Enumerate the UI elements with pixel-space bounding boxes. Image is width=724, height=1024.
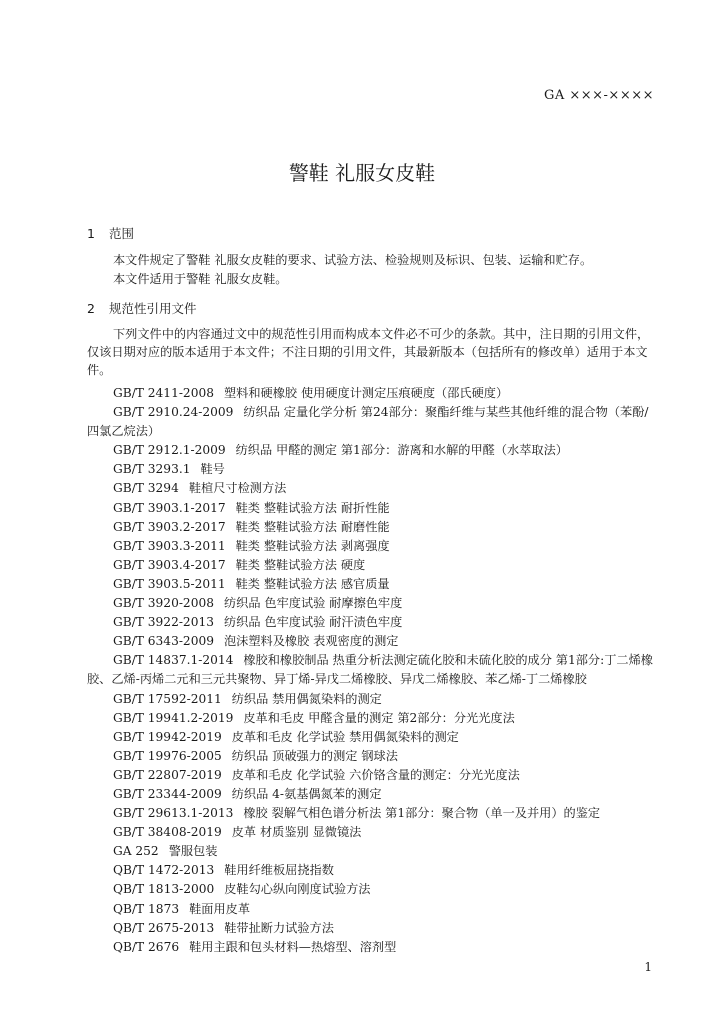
reference-title: 鞋类 整鞋试验方法 剥离强度	[235, 538, 390, 553]
reference-code: QB/T 1472-2013	[113, 863, 215, 878]
reference-item	[87, 900, 657, 919]
reference-title: 纺织品 顶破强力的测定 钢球法	[231, 748, 398, 763]
reference-title: 塑料和硬橡胶 使用硬度计测定压痕硬度（邵氏硬度）	[223, 386, 509, 400]
reference-title: 纺织品 色牢度试验 耐汗渍色牢度	[223, 615, 403, 630]
reference-code: GB/T 3922-2013	[113, 615, 214, 630]
reference-item	[87, 747, 657, 766]
reference-item	[87, 766, 657, 785]
reference-title: 鞋用主跟和包头材料—热熔型、溶剂型	[189, 939, 397, 954]
section-heading-scope	[87, 224, 134, 242]
reference-title: 鞋带扯断力试验方法	[224, 920, 334, 935]
reference-code: GB/T 19941.2-2019	[113, 710, 234, 725]
reference-item	[87, 479, 657, 498]
reference-title: 纺织品 定量化学分析 第24部分：聚酯纤维与某些其他纤维的混合物（苯酚/四氯乙烷法）	[87, 405, 649, 439]
reference-item	[87, 575, 657, 594]
reference-item	[87, 460, 657, 479]
reference-item	[87, 499, 657, 518]
reference-item	[87, 594, 657, 613]
reference-title: 鞋类 整鞋试验方法 耐磨性能	[235, 519, 390, 534]
reference-code: QB/T 2676	[113, 939, 180, 954]
scope-paragraph: 本文件规定了警鞋 礼服女皮鞋的要求、试验方法、检验规则及标识、包装、运输和贮存。	[113, 253, 593, 267]
reference-title: 皮革和毛皮 甲醛含量的测定 第2部分：分光光度法	[243, 710, 515, 725]
reference-code: GB/T 3903.3-2011	[113, 538, 226, 553]
reference-title: 鞋类 整鞋试验方法 感官质量	[235, 576, 390, 591]
reference-item	[87, 919, 657, 938]
reference-item	[87, 823, 657, 842]
reference-title: 纺织品 色牢度试验 耐摩擦色牢度	[223, 596, 403, 611]
reference-code: GB/T 17592-2011	[113, 691, 222, 706]
reference-item	[87, 709, 657, 728]
reference-code: GB/T 6343-2009	[113, 634, 214, 649]
reference-code: GB/T 3903.5-2011	[113, 576, 226, 591]
reference-item	[87, 537, 657, 556]
reference-list	[87, 384, 657, 957]
reference-title: 纺织品 4-氨基偶氮苯的测定	[231, 786, 382, 801]
reference-item	[87, 842, 657, 861]
reference-item	[87, 651, 657, 689]
reference-item	[87, 938, 657, 957]
reference-title: 皮革和毛皮 化学试验 禁用偶氮染料的测定	[231, 729, 459, 744]
reference-title: 皮革 材质鉴别 显微镜法	[231, 825, 362, 840]
reference-item	[87, 518, 657, 537]
reference-code: GB/T 29613.1-2013	[113, 806, 234, 821]
reference-title: 鞋类 整鞋试验方法 硬度	[235, 557, 366, 572]
reference-title: 橡胶和橡胶制品 热重分析法测定硫化胶和未硫化胶的成分 第1部分:丁二烯橡胶、乙烯-丙烯二元和三元共聚物、异丁烯-异戊二烯橡胶、异戊二烯橡胶、苯乙烯-丁二烯橡胶	[87, 653, 653, 687]
reference-code: GB/T 3903.4-2017	[113, 557, 226, 572]
reference-code: GB/T 19942-2019	[113, 729, 222, 744]
reference-code: GB/T 22807-2019	[113, 767, 222, 782]
section-number: 1	[87, 226, 95, 241]
reference-title: 泡沫塑料及橡胶 表观密度的测定	[223, 634, 399, 649]
reference-code: GB/T 14837.1-2014	[113, 653, 234, 668]
reference-code: GA 252	[113, 844, 159, 859]
reference-item	[87, 384, 657, 403]
reference-item	[87, 441, 657, 460]
reference-code: GB/T 23344-2009	[113, 786, 222, 801]
reference-code: GB/T 2411-2008	[113, 386, 214, 400]
reference-item	[87, 728, 657, 747]
reference-code: GB/T 3903.2-2017	[113, 519, 226, 534]
reference-code: GB/T 3920-2008	[113, 596, 214, 611]
reference-title: 鞋号	[200, 462, 225, 477]
reference-code: GB/T 2912.1-2009	[113, 443, 226, 458]
section-title: 规范性引用文件	[108, 301, 197, 316]
reference-item	[87, 861, 657, 880]
reference-title: 皮鞋勾心纵向刚度试验方法	[224, 882, 371, 897]
reference-title: 鞋类 整鞋试验方法 耐折性能	[235, 500, 390, 515]
references-intro: 下列文件中的内容通过文中的规范性引用而构成本文件必不可少的条款。其中，注日期的引用文件，仅该日期对应的版本适用于本文件；不注日期的引用文件，其最新版本（包括所有的修改单）适用于本文件。	[87, 327, 650, 377]
reference-item	[87, 613, 657, 632]
reference-item	[87, 403, 657, 441]
page-title: 警鞋 礼服女皮鞋	[288, 161, 436, 185]
reference-item	[87, 632, 657, 651]
reference-code: GB/T 19976-2005	[113, 748, 222, 763]
section-heading-normative-references	[87, 299, 197, 317]
reference-item	[87, 804, 657, 823]
reference-title: 鞋面用皮革	[189, 901, 251, 916]
scope-paragraph: 本文件适用于警鞋 礼服女皮鞋。	[113, 272, 288, 286]
reference-code: GB/T 3294	[113, 481, 179, 496]
section-title: 范围	[108, 226, 134, 241]
reference-item	[87, 690, 657, 709]
reference-code: GB/T 3903.1-2017	[113, 500, 226, 515]
reference-title: 皮革和毛皮 化学试验 六价铬含量的测定：分光光度法	[231, 767, 520, 782]
reference-title: 纺织品 禁用偶氮染料的测定	[231, 691, 382, 706]
reference-item	[87, 785, 657, 804]
reference-code: GB/T 3293.1	[113, 462, 191, 477]
document-code: GA ×××-××××	[543, 88, 654, 103]
reference-code: GB/T 2910.24-2009	[113, 405, 234, 420]
reference-code: QB/T 1813-2000	[113, 882, 215, 897]
reference-item	[87, 880, 657, 899]
reference-title: 纺织品 甲醛的测定 第1部分：游离和水解的甲醛（水萃取法）	[235, 443, 568, 458]
reference-title: 鞋楦尺寸检测方法	[188, 481, 287, 496]
reference-code: QB/T 1873	[113, 901, 180, 916]
reference-title: 橡胶 裂解气相色谱分析法 第1部分：聚合物（单一及并用）的鉴定	[243, 806, 601, 821]
reference-code: GB/T 38408-2019	[113, 825, 222, 840]
reference-code: QB/T 2675-2013	[113, 920, 215, 935]
page-number: 1	[644, 960, 652, 974]
reference-item	[87, 556, 657, 575]
section-number: 2	[87, 301, 95, 316]
reference-title: 警服包装	[168, 844, 218, 859]
reference-title: 鞋用纤维板屈挠指数	[224, 863, 334, 878]
